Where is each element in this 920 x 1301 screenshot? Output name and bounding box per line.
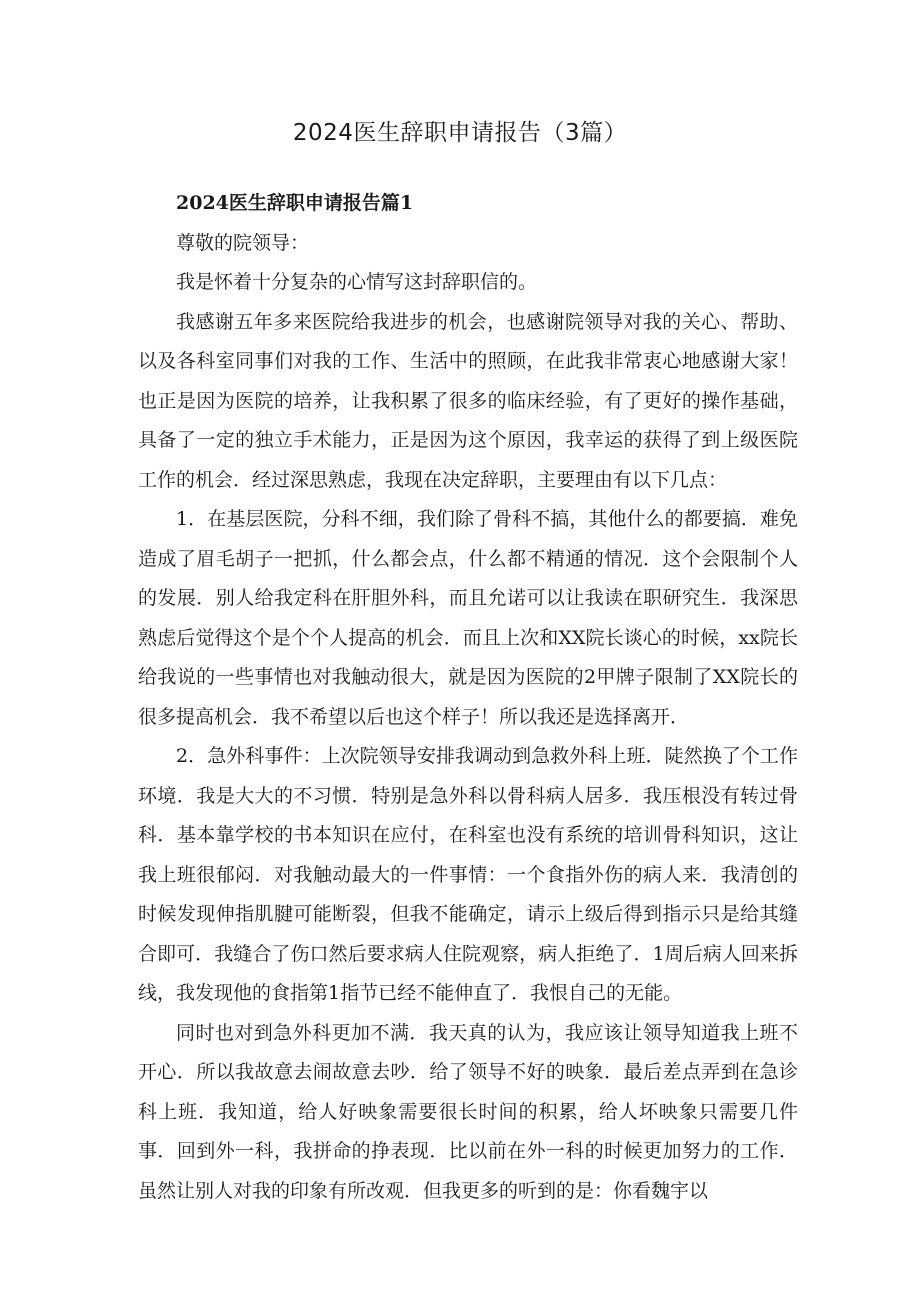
paragraph-reason-2: 2．急外科事件：上次院领导安排我调动到急救外科上班．陡然换了个工作环境．我是大大的不习惯．特别是急外科以骨科病人居多．我压根没有转过骨科．基本靠学校的书本知识在应付，在科室也没有系统的培训骨科知识，这让我上班很郁闷．对我触动最大的一件事情：一个食指外伤的病人来．我清创的时候发现伸指肌腱可能断裂，但我不能确定，请示上级后得到指示只是给其缝合即可．我缝合了伤口然后要求病人住院观察，病人拒绝了．1周后病人回来拆线，我发现他的食指第1指节已经不能伸直了．我恨自己的无能。 <box>138 745 798 1004</box>
section-heading: 2024医生辞职申请报告篇1 <box>176 192 414 214</box>
paragraph-thanks: 我感谢五年多来医院给我进步的机会，也感谢院领导对我的关心、帮助、以及各科室同事们对我的工作、生活中的照顾，在此我非常衷心地感谢大家！也正是因为医院的培养，让我积累了很多的临床经验，有了更好的操作基础，具备了一定的独立手术能力，正是因为这个原因，我幸运的获得了到上级医院工作的机会．经过深思熟虑，我现在决定辞职，主要理由有以下几点： <box>138 310 798 491</box>
paragraph-opening: 我是怀着十分复杂的心情写这封辞职信的。 <box>176 271 538 293</box>
document-title: 2024医生辞职申请报告（3篇） <box>292 120 628 146</box>
paragraph-continuation: 同时也对到急外科更加不满．我天真的认为，我应该让领导知道我上班不开心．所以我故意去闹故意去吵．给了领导不好的映象．最后差点弄到在急诊科上班．我知道，给人好映象需要很长时间的积累，给人坏映象只需要几件事．回到外一科，我拼命的挣表现．比以前在外一科的时候更加努力的工作．虽然让别人对我的印象有所改观．但我更多的听到的是：你看魏宇以 <box>138 1021 798 1202</box>
paragraph-reason-1: 1．在基层医院，分科不细，我们除了骨科不搞，其他什么的都要搞．难免造成了眉毛胡子一把抓，什么都会点，什么都不精通的情况．这个会限制个人的发展．别人给我定科在肝胆外科，而且允诺可以让我读在职研究生．我深思熟虑后觉得这个是个个人提高的机会．而且上次和XX院长谈心的时候，xx院长给我说的一些事情也对我触动很大，就是因为医院的2甲牌子限制了XX院长的很多提高机会．我不希望以后也这个样子！所以我还是选择离开． <box>138 508 798 728</box>
document-body <box>138 184 798 1211</box>
salutation: 尊敬的院领导： <box>176 231 310 254</box>
